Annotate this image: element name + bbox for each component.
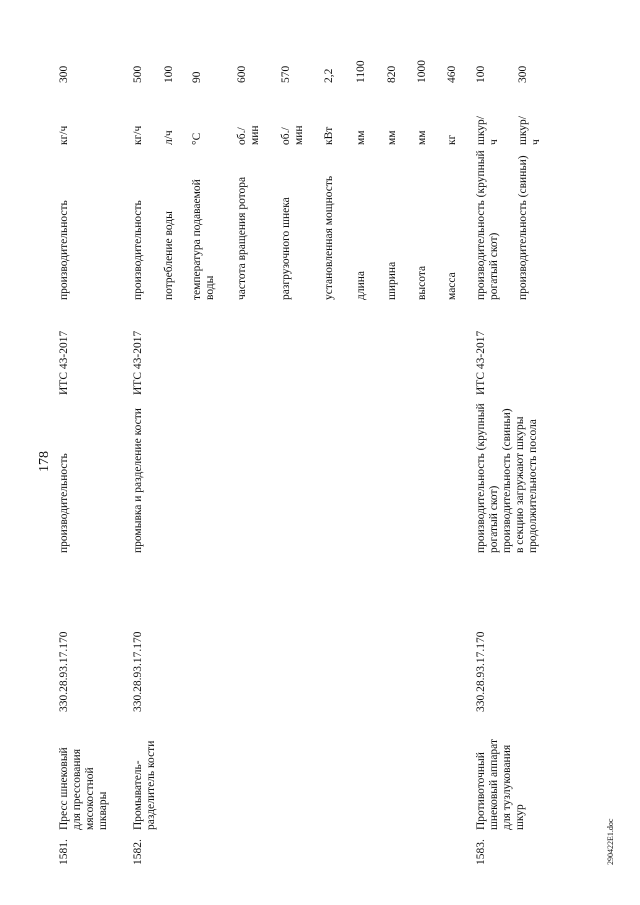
- param-value: 2,2: [323, 68, 335, 83]
- param-value: 90: [191, 71, 203, 83]
- its-reference: ИТС 43-2017: [58, 330, 70, 395]
- param-value: 820: [386, 65, 398, 83]
- param-value: 570: [280, 65, 292, 83]
- param-unit: мм: [386, 130, 398, 145]
- param-name: ширина: [386, 261, 398, 300]
- equipment-code: 330.28.93.17.170: [132, 631, 144, 712]
- param-name: потребление воды: [163, 211, 175, 300]
- param-value: 300: [517, 65, 529, 83]
- param-name: установленная мощность: [323, 175, 335, 300]
- param-name: производительность: [58, 200, 70, 300]
- param-unit: об./мин: [280, 125, 305, 145]
- its-reference: ИТС 43-2017: [132, 330, 144, 395]
- param-name: производительность (свиньи): [517, 155, 529, 300]
- param-value: 100: [163, 65, 175, 83]
- param-unit: кг: [446, 134, 458, 145]
- param-value: 1000: [416, 60, 428, 83]
- page-number: 178: [37, 451, 52, 472]
- param-unit: кг/ч: [58, 125, 70, 145]
- param-value: 500: [132, 65, 144, 83]
- param-value: 1100: [355, 60, 367, 83]
- param-value: 460: [446, 65, 458, 83]
- footer-file-code: 290422E1.doc: [606, 818, 615, 865]
- row-number: 1582.: [132, 839, 144, 865]
- param-unit: л/ч: [163, 130, 175, 145]
- equipment-code: 330.28.93.17.170: [58, 631, 70, 712]
- equipment-name: Промыватель-разделитель кости: [132, 740, 157, 830]
- param-name: производительность (крупный рогатый скот): [475, 150, 500, 300]
- param-value: 300: [58, 65, 70, 83]
- param-name: высота: [416, 265, 428, 300]
- param-name: масса: [446, 272, 458, 300]
- param-unit: кг/ч: [132, 125, 144, 145]
- param-unit: шкур/ч: [517, 116, 542, 145]
- param-unit: шкур/ч: [475, 116, 500, 145]
- param-name: разгрузочного шнека: [280, 197, 292, 300]
- row-number: 1581.: [58, 839, 70, 865]
- its-reference: ИТС 43-2017: [475, 330, 487, 395]
- equipment-name: Противоточный шнековый аппарат для тузлукования шкур: [475, 738, 526, 830]
- param-unit: мм: [416, 130, 428, 145]
- param-unit: °С: [191, 132, 203, 145]
- criterion: производительность: [58, 453, 70, 553]
- equipment-code: 330.28.93.17.170: [475, 631, 487, 712]
- param-name: длина: [355, 270, 367, 300]
- equipment-name: Пресс шнековый для прессования мясокостной шквары: [58, 747, 109, 830]
- param-value: 600: [236, 65, 248, 83]
- param-name: производительность: [132, 200, 144, 300]
- param-unit: кВт: [323, 126, 335, 145]
- param-name: температура подаваемой воды: [191, 179, 216, 300]
- row-number: 1583.: [475, 839, 487, 865]
- criterion: промывка и разделение кости: [132, 408, 144, 553]
- param-unit: об./мин: [236, 125, 261, 145]
- param-value: 100: [475, 65, 487, 83]
- param-unit: мм: [355, 130, 367, 145]
- param-name: частота вращения ротора: [236, 176, 248, 300]
- criterion: производительность (крупный рогатый скот) производительность (свиньи) в секцию загружают шкуры продолжительность посола: [475, 403, 539, 553]
